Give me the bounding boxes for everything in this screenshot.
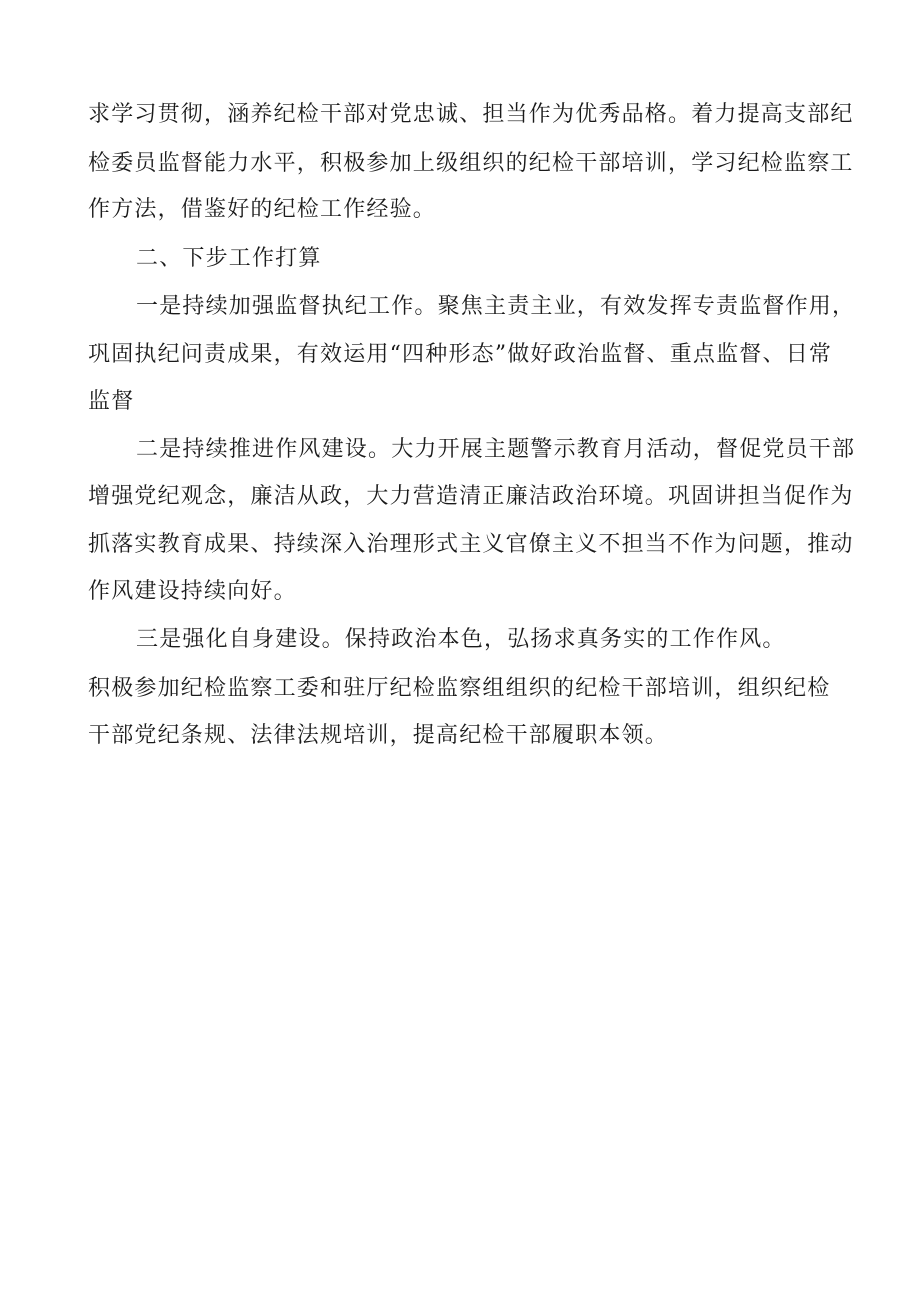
- text-line: 干部党纪条规、法律法规培训，提高纪检干部履职本领。: [88, 723, 669, 748]
- section-heading: 二、下步工作打算: [136, 246, 322, 271]
- text-line: 求学习贯彻，涵养纪检干部对党忠诚、担当作为优秀品格。着力提高支部纪: [88, 102, 854, 127]
- text-line: 巩固执纪问责成果，有效运用“四种形态”做好政治监督、重点监督、日常: [88, 342, 833, 367]
- text-line: 积极参加纪检监察工委和驻厅纪检监察组组织的纪检干部培训，组织纪检: [88, 676, 831, 701]
- text-line: 三是强化自身建设。保持政治本色，弘扬求真务实的工作作风。: [136, 627, 786, 652]
- text-line: 作方法，借鉴好的纪检工作经验。: [88, 197, 437, 222]
- text-line: 一是持续加强监督执纪工作。聚焦主责主业，有效发挥专责监督作用，: [136, 294, 856, 319]
- text-line: 作风建设持续向好。: [88, 579, 297, 604]
- text-line: 监督: [88, 389, 135, 414]
- text-line: 检委员监督能力水平，积极参加上级组织的纪检干部培训，学习纪检监察工: [88, 151, 854, 176]
- text-line: 增强党纪观念，廉洁从政，大力营造清正廉洁政治环境。巩固讲担当促作为: [88, 484, 854, 509]
- text-line: 二是持续推进作风建设。大力开展主题警示教育月活动，督促党员干部: [136, 437, 856, 462]
- text-line: 抓落实教育成果、持续深入治理形式主义官僚主义不担当不作为问题，推动: [88, 532, 854, 557]
